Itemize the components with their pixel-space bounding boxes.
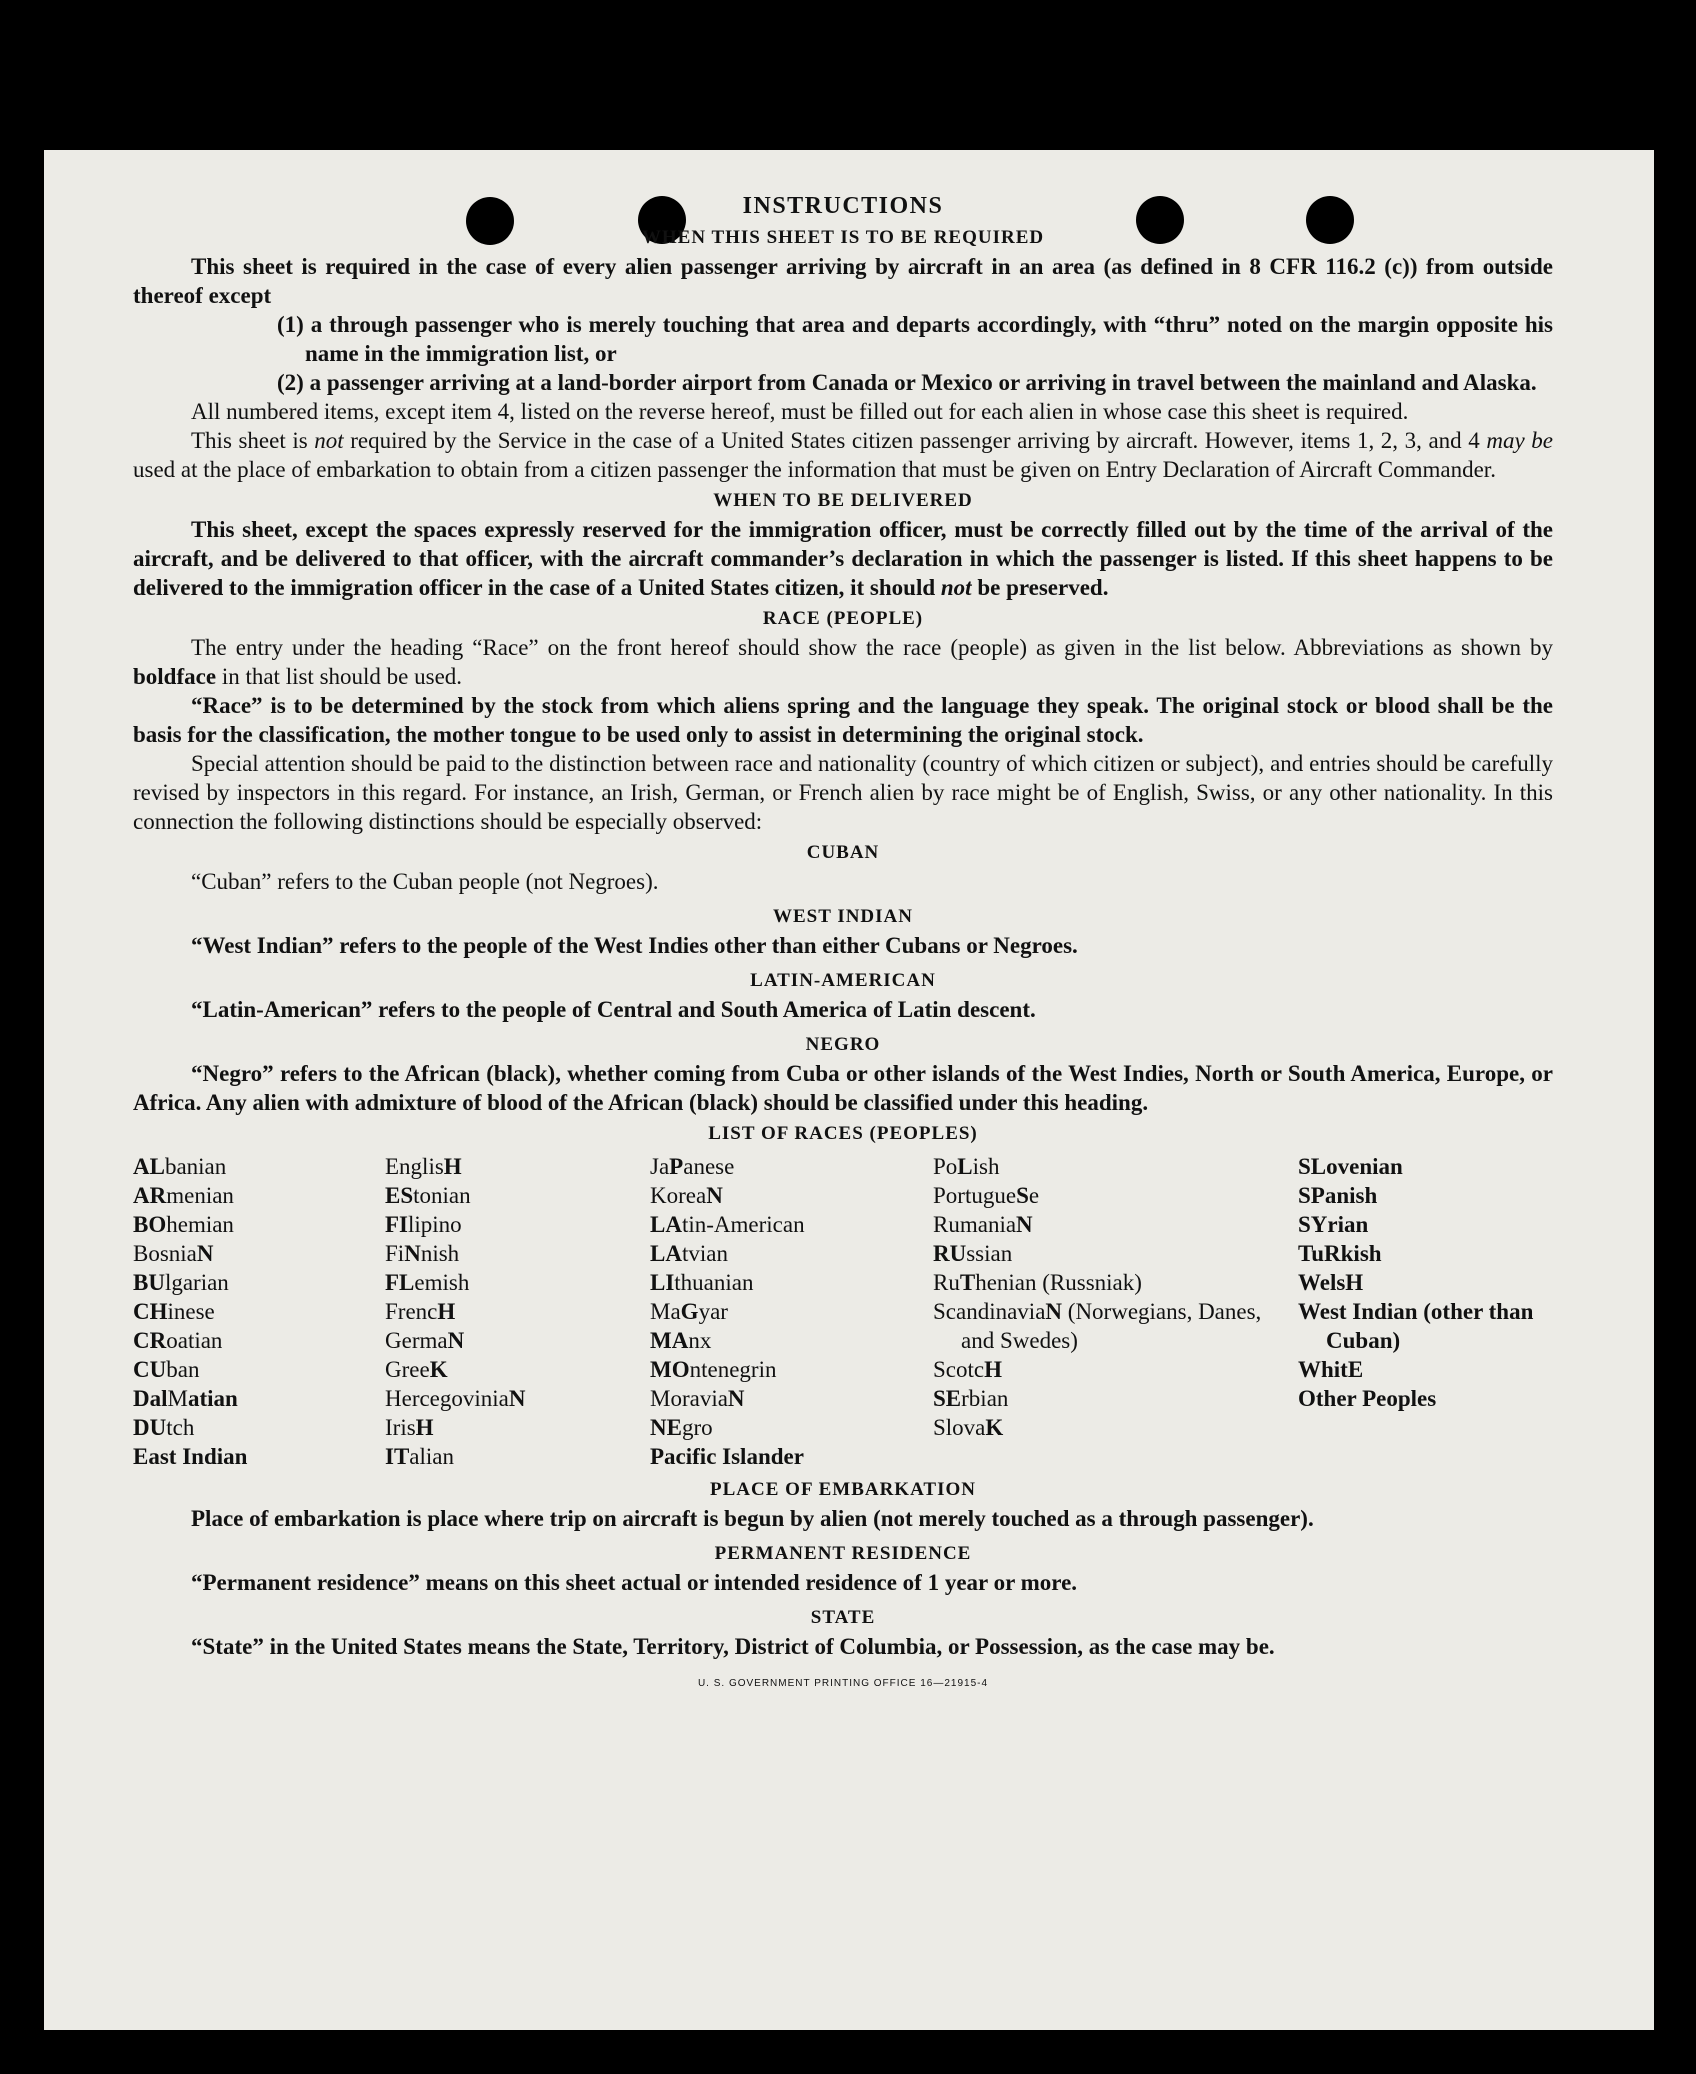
race-entry: PortugueSe xyxy=(933,1183,1040,1208)
race-entry: PoLish xyxy=(933,1154,1000,1179)
race-entry: LIthuanian xyxy=(650,1270,754,1295)
paragraph: This sheet is not required by the Service in the case of a United States citizen passenger arriving by aircraft. However, items 1, 2, 3, and 4 may be used at the place of embarkation to obtain from a citizen passenger the information that must be given on Entry Declaration of Aircraft Commander. xyxy=(133,428,1553,482)
paragraph: The entry under the heading “Race” on the front hereof should show the race (people) as given in the list below. Abbreviations as shown by boldface in that list should be used. xyxy=(133,635,1553,689)
section-heading: PLACE OF EMBARKATION xyxy=(710,1479,976,1500)
race-entry: RumaniaN xyxy=(933,1212,1033,1237)
printer-imprint: U. S. GOVERNMENT PRINTING OFFICE 16—21915-4 xyxy=(697,1678,989,1689)
section-heading: STATE xyxy=(810,1607,876,1628)
race-entry: ARmenian xyxy=(133,1183,234,1208)
race-entry: FrencH xyxy=(385,1299,456,1324)
race-entry: East Indian xyxy=(133,1444,248,1469)
race-entry: EStonian xyxy=(385,1183,471,1208)
page-title: INSTRUCTIONS xyxy=(742,193,944,219)
race-entry: NEgro xyxy=(650,1415,713,1440)
race-entry: SPanish xyxy=(1298,1183,1378,1208)
section-heading: CUBAN xyxy=(806,842,880,863)
race-column xyxy=(933,1152,1298,1471)
paragraph: “West Indian” refers to the people of the West Indies other than either Cubans or Negroes. xyxy=(191,933,1078,958)
race-entry: SlovaK xyxy=(933,1415,1004,1440)
section-heading: WHEN TO BE DELIVERED xyxy=(713,490,973,511)
list-item: (2) a passenger arriving at a land-border airport from Canada or Mexico or arriving in travel between the mainland and Alaska. xyxy=(277,370,1537,395)
race-entry: DalMatian xyxy=(133,1386,238,1411)
race-entry: ScotcH xyxy=(933,1357,1002,1382)
race-entry: SErbian xyxy=(933,1386,1009,1411)
race-entry: FiNnish xyxy=(385,1241,460,1266)
race-entry: EnglisH xyxy=(385,1154,462,1179)
race-column xyxy=(1298,1152,1553,1471)
race-column xyxy=(385,1152,650,1471)
race-entry: MAnx xyxy=(650,1328,712,1353)
race-entry: RUssian xyxy=(933,1241,1013,1266)
race-entry: DUtch xyxy=(133,1415,195,1440)
race-entry: HercegoviniaN xyxy=(385,1386,526,1411)
paragraph: “Permanent residence” means on this sheet actual or intended residence of 1 year or more. xyxy=(191,1570,1078,1595)
race-entry: MOntenegrin xyxy=(650,1357,777,1382)
section-heading: LIST OF RACES (PEOPLES) xyxy=(708,1123,978,1144)
race-entry: LAtin-American xyxy=(650,1212,805,1237)
race-entry: WhitE xyxy=(1298,1357,1364,1382)
race-entry: BosniaN xyxy=(133,1241,214,1266)
section-heading: WEST INDIAN xyxy=(773,906,913,927)
race-entry: BUlgarian xyxy=(133,1270,229,1295)
race-entry: GermaN xyxy=(385,1328,465,1353)
paragraph: “Race” is to be determined by the stock from which aliens spring and the language they speak. The original stock or blood shall be the basis for the classification, the mother tongue to be used only to assist in determining the original stock. xyxy=(133,693,1553,747)
paragraph: “Cuban” refers to the Cuban people (not Negroes). xyxy=(191,869,659,894)
race-entry: GreeK xyxy=(385,1357,448,1382)
race-entry: MaGyar xyxy=(650,1299,728,1324)
paragraph: Special attention should be paid to the distinction between race and nationality (country of which citizen or subject), and entries should be carefully revised by inspectors in this regard. For instance, an Irish, German, or French alien by race might be of English, Swiss, or any other nationality. In this connection the following distinctions should be especially observed: xyxy=(133,751,1553,834)
race-entry: BOhemian xyxy=(133,1212,234,1237)
race-entry: CUban xyxy=(133,1357,200,1382)
paragraph: “State” in the United States means the State, Territory, District of Columbia, or Possession, as the case may be. xyxy=(191,1634,1275,1659)
section-heading: WHEN THIS SHEET IS TO BE REQUIRED xyxy=(641,227,1045,248)
race-entry: SYrian xyxy=(1298,1212,1369,1237)
list-item: (1) a through passenger who is merely touching that area and departs accordingly, with “thru” noted on the margin opposite his name in the immigration list, or xyxy=(277,312,1553,366)
race-column xyxy=(650,1152,933,1471)
race-entry: IrisH xyxy=(385,1415,434,1440)
race-entry: RuThenian (Russniak) xyxy=(933,1270,1142,1295)
race-entry: LAtvian xyxy=(650,1241,728,1266)
instructions-text xyxy=(133,192,1553,1698)
race-entry: ALbanian xyxy=(133,1154,227,1179)
race-entry: Pacific Islander xyxy=(650,1444,804,1469)
race-entry: CRoatian xyxy=(133,1328,223,1353)
race-entry: West Indian (other than Cuban) xyxy=(1298,1299,1534,1353)
paragraph: “Negro” refers to the African (black), whether coming from Cuba or other islands of the West Indies, North or South America, Europe, or Africa. Any alien with admixture of blood of the African (black) should be classified under this heading. xyxy=(133,1061,1553,1115)
race-entry: ScandinaviaN (Norwegians, Danes, and Swedes) xyxy=(933,1299,1262,1353)
section-heading: NEGRO xyxy=(805,1034,881,1055)
paragraph: This sheet is required in the case of every alien passenger arriving by aircraft in an area (as defined in 8 CFR 116.2 (c)) from outside thereof except xyxy=(133,254,1553,308)
paragraph: Place of embarkation is place where trip on aircraft is begun by alien (not merely touched as a through passenger). xyxy=(191,1506,1314,1531)
race-entry: MoraviaN xyxy=(650,1386,745,1411)
section-heading: LATIN-AMERICAN xyxy=(750,970,936,991)
race-entry: KoreaN xyxy=(650,1183,723,1208)
race-entry: WelsH xyxy=(1298,1270,1364,1295)
section-heading: RACE (PEOPLE) xyxy=(762,608,924,629)
paragraph: “Latin-American” refers to the people of Central and South America of Latin descent. xyxy=(191,997,1036,1022)
race-entry: ITalian xyxy=(385,1444,454,1469)
paragraph: This sheet, except the spaces expressly reserved for the immigration officer, must be correctly filled out by the time of the arrival of the aircraft, and be delivered to that officer, with the aircraft commander’s declaration in which the passenger is listed. If this sheet happens to be delivered to the immigration officer in the case of a United States citizen, it should not be preserved. xyxy=(133,517,1553,600)
race-entry: FIlipino xyxy=(385,1212,462,1237)
race-entry: TuRkish xyxy=(1298,1241,1382,1266)
race-entry: SLovenian xyxy=(1298,1154,1403,1179)
race-entry: Other Peoples xyxy=(1298,1386,1437,1411)
race-list xyxy=(133,1152,1553,1471)
race-column xyxy=(133,1152,385,1471)
race-entry: FLemish xyxy=(385,1270,470,1295)
race-entry: CHinese xyxy=(133,1299,215,1324)
section-heading: PERMANENT RESIDENCE xyxy=(714,1543,972,1564)
race-entry: JaPanese xyxy=(650,1154,735,1179)
paragraph: All numbered items, except item 4, listed on the reverse hereof, must be filled out for each alien in whose case this sheet is required. xyxy=(191,399,1409,424)
